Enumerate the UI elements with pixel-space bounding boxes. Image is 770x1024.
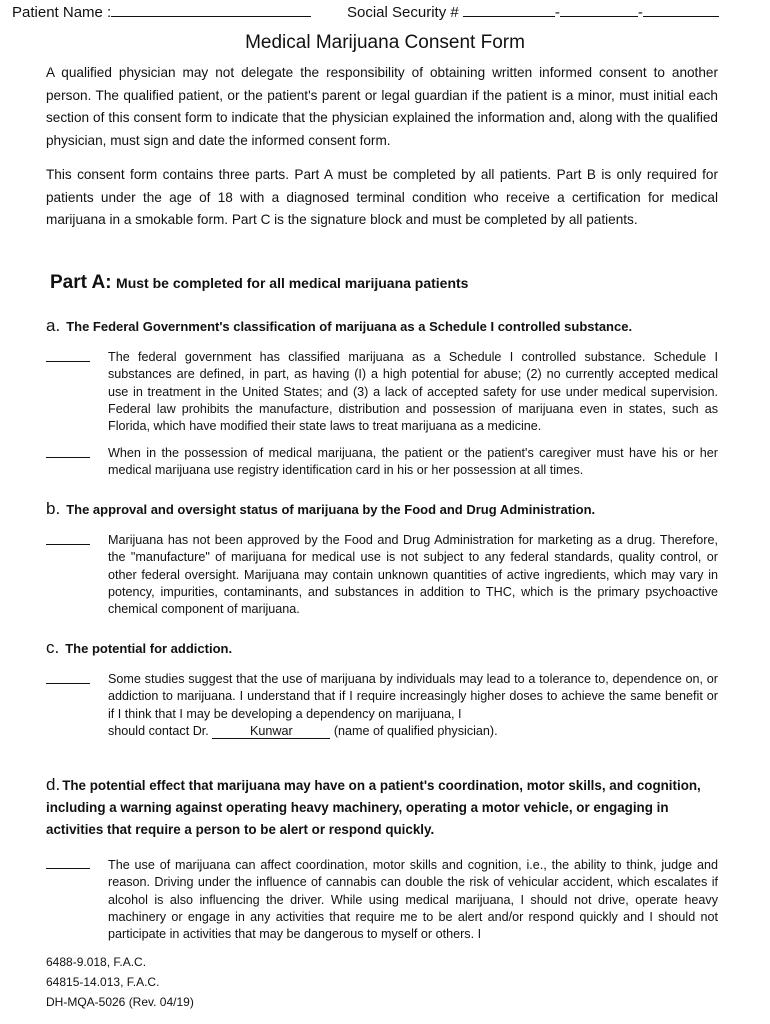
initial-line[interactable] bbox=[46, 868, 90, 869]
section-a-item-1: The federal government has classified marijuana as a Schedule I controlled substance. Schedule I substances are defined, in part, as having (I) a high potential for abuse; (2) no currently accepted medical use in treatment in the United States; and (3) a lack of accepted safety for use under medical supervision. Federal law prohibits the manufacture, distribution and possession of marijuana even in states, such as Florida, which have modified their state laws to treat marijuana as a medicine. bbox=[108, 350, 718, 434]
part-a-label: Part A: bbox=[50, 272, 112, 293]
part-a-subtitle: Must be completed for all medical marijuana patients bbox=[116, 275, 469, 291]
section-title: The potential effect that marijuana may have on a patient's coordination, motor skills, and cognition, including a warning against operating heavy machinery, operating a motor vehicle, or engaging in activities that require a person to be alert or respond quickly. bbox=[46, 778, 701, 837]
footer-line-2: 64815-14.013, F.A.C. bbox=[46, 975, 160, 989]
intro-paragraph-2: This consent form contains three parts. Part A must be completed by all patients. Part B is only required for patients under the age of 18 with a diagnosed terminal condition who receive a certification for medical marijuana in a smokable form. Part C is the signature block and must be completed by all patients. bbox=[46, 167, 718, 227]
initial-line[interactable] bbox=[46, 361, 90, 362]
section-d-item-1: The use of marijuana can affect coordination, motor skills and cognition, i.e., the ability to think, judge and reason. Driving under the influence of cannabis can double the risk of vehicular accident, which escalates if alcohol is also influencing the driver. While using medical marijuana, I should not drive, operate heavy machinery or engage in any activities that require me to be alert and/or respond quickly and I should not participate in activities that may be dangerous to myself or others. I bbox=[108, 858, 718, 942]
intro-paragraph-1: A qualified physician may not delegate the responsibility of obtaining written informed consent to another person. The qualified patient, or the patient's parent or legal guardian if the patient is a minor, must initial each section of this consent form to indicate that the physician explained the information and, along with the qualified physician, must sign and date the informed consent form. bbox=[46, 65, 718, 148]
section-title: The potential for addiction. bbox=[65, 641, 233, 656]
section-letter: b. bbox=[46, 499, 61, 518]
initial-line[interactable] bbox=[46, 457, 90, 458]
footer-codes bbox=[46, 952, 194, 1012]
part-a-heading bbox=[50, 272, 468, 294]
section-title: The approval and oversight status of marijuana by the Food and Drug Administration. bbox=[66, 502, 596, 517]
ssn-dash: - bbox=[637, 4, 643, 21]
initial-line[interactable] bbox=[46, 544, 90, 545]
section-a-item-2: When in the possession of medical marijuana, the patient or the patient's caregiver must have his or her medical marijuana use registry identification card in his or her possession at all times. bbox=[108, 446, 718, 478]
section-c-item-1-text: Some studies suggest that the use of marijuana by individuals may lead to a tolerance to, dependence on, or addiction to marijuana. I understand that if I require increasingly higher doses to achieve the same benefit or if I think that I may be developing a dependency on marijuana, I bbox=[108, 672, 718, 721]
ssn-part1-line[interactable] bbox=[463, 2, 555, 17]
footer-line-3: DH-MQA-5026 (Rev. 04/19) bbox=[46, 995, 194, 1009]
section-title: The Federal Government's classification of marijuana as a Schedule I controlled substance. bbox=[66, 319, 633, 334]
section-c-item-1 bbox=[108, 671, 718, 740]
ssn-dash: - bbox=[554, 4, 560, 21]
section-a-heading bbox=[46, 316, 632, 336]
section-letter: c. bbox=[46, 638, 60, 657]
footer-line-1: 6488-9.018, F.A.C. bbox=[46, 955, 147, 969]
ssn-label: Social Security # bbox=[347, 4, 459, 21]
section-b-heading bbox=[46, 499, 595, 519]
ssn-field[interactable] bbox=[347, 2, 719, 21]
physician-suffix: (name of qualified physician). bbox=[333, 723, 498, 738]
patient-name-field[interactable] bbox=[12, 2, 311, 21]
initial-line[interactable] bbox=[46, 683, 90, 684]
patient-name-label: Patient Name : bbox=[12, 4, 112, 21]
patient-name-input-line[interactable] bbox=[111, 2, 311, 17]
section-letter: d. bbox=[46, 775, 61, 794]
ssn-part3-line[interactable] bbox=[643, 2, 719, 17]
form-title: Medical Marijuana Consent Form bbox=[245, 32, 525, 53]
section-d-heading bbox=[46, 774, 720, 841]
section-c-heading bbox=[46, 638, 232, 658]
physician-name-field[interactable]: Kunwar bbox=[212, 724, 330, 739]
ssn-part2-line[interactable] bbox=[560, 2, 638, 17]
section-letter: a. bbox=[46, 316, 61, 335]
physician-prefix: should contact Dr. bbox=[108, 723, 209, 738]
section-b-item-1: Marijuana has not been approved by the Food and Drug Administration for marketing as a drug. Therefore, the "manufacture" of marijuana for medical use is not subject to any federal standards, quality control, or other federal oversight. Marijuana may contain unknown quantities of active ingredients, which may vary in potency, impurities, contaminants, and substances in addition to THC, which is the primary psychoactive chemical component of marijuana. bbox=[108, 533, 718, 617]
physician-line bbox=[108, 723, 718, 740]
